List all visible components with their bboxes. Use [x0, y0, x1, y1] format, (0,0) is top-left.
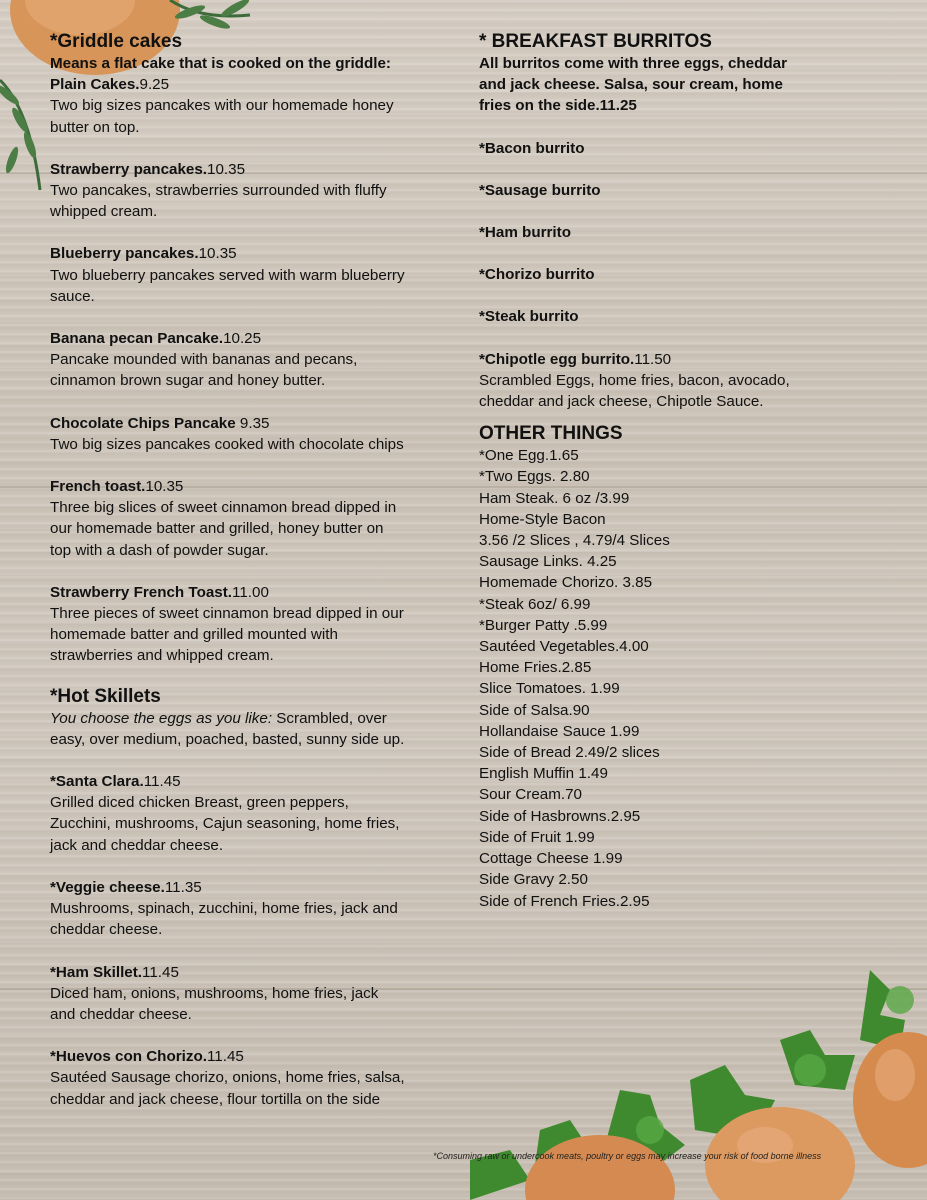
- item-name: French toast.: [50, 478, 146, 496]
- menu-item: [50, 413, 475, 455]
- item-desc: Three big slices of sweet cinnamon bread dipped in: [50, 499, 397, 517]
- item-price: 10.25: [223, 330, 262, 348]
- menu-item: [50, 771, 475, 856]
- item-name: Strawberry French Toast.: [50, 583, 233, 601]
- item-name: Strawberry pancakes.: [50, 160, 208, 178]
- list-item: Side Gravy 2.50: [479, 871, 588, 889]
- item-price: 9.35: [235, 414, 270, 432]
- menu-item: [479, 138, 899, 159]
- list-item: Side of Hasbrowns.2.95: [479, 807, 641, 825]
- other-things-list: [479, 445, 899, 911]
- other-things-title: OTHER THINGS: [479, 423, 623, 445]
- menu-item: [479, 306, 899, 327]
- footnote: *Consuming raw or undercook meats, poultry or eggs may increase your risk of food borne illness: [433, 1151, 822, 1161]
- skillets-intro: [50, 708, 475, 750]
- item-desc: cheddar and jack cheese, flour tortilla on the side: [50, 1090, 381, 1108]
- item-desc: Two pancakes, strawberries surrounded with fluffy: [50, 182, 387, 200]
- menu-item: [479, 180, 899, 201]
- intro-italic: You choose the eggs as you like:: [50, 709, 273, 727]
- menu-item: [50, 328, 475, 392]
- menu-item: [50, 243, 475, 307]
- item-desc: Diced ham, onions, mushrooms, home fries, jack: [50, 984, 379, 1002]
- list-item: English Muffin 1.49: [479, 765, 608, 783]
- item-name: Chocolate Chips Pancake: [50, 414, 236, 432]
- item-name: *Steak burrito: [479, 308, 579, 326]
- menu-item: [50, 962, 475, 1026]
- menu-item: [50, 1046, 475, 1110]
- list-item: Side of Salsa.90: [479, 701, 590, 719]
- list-item: Sautéed Vegetables.4.00: [479, 638, 649, 656]
- item-desc: Mushrooms, spinach, zucchini, home fries, jack and: [50, 900, 398, 918]
- item-desc: and cheddar cheese.: [50, 1005, 192, 1023]
- item-desc: Sautéed Sausage chorizo, onions, home fries, salsa,: [50, 1069, 405, 1087]
- item-desc: Scrambled Eggs, home fries, bacon, avocado,: [479, 371, 790, 389]
- list-item: Hollandaise Sauce 1.99: [479, 722, 640, 740]
- list-item: Side of French Fries.2.95: [479, 892, 650, 910]
- item-price: 10.35: [145, 478, 184, 496]
- item-desc: top with a dash of powder sugar.: [50, 541, 269, 559]
- item-price: 11.35: [164, 878, 202, 896]
- menu-item: [50, 159, 475, 223]
- burritos-intro: [479, 53, 899, 117]
- item-name: Plain Cakes.: [50, 76, 140, 94]
- griddle-cakes-title: *Griddle cakes: [50, 31, 183, 52]
- burritos-intro-line: and jack cheese. Salsa, sour cream, home: [479, 76, 783, 94]
- item-desc: strawberries and whipped cream.: [50, 647, 274, 665]
- list-item: *One Egg.1.65: [479, 447, 579, 465]
- item-price: 11.00: [232, 583, 269, 601]
- item-name: Banana pecan Pancake.: [50, 330, 224, 348]
- item-name: *Chorizo burrito: [479, 266, 595, 284]
- list-item: Home Fries.2.85: [479, 659, 592, 677]
- item-desc: our homemade batter and grilled, honey butter on: [50, 520, 384, 538]
- menu-item: [479, 264, 899, 285]
- item-desc: Zucchini, mushrooms, Cajun seasoning, home fries,: [50, 815, 400, 833]
- menu-item: [50, 476, 475, 561]
- item-desc: Pancake mounded with bananas and pecans,: [50, 351, 358, 369]
- item-price: 11.45: [142, 963, 179, 981]
- item-desc: sauce.: [50, 287, 95, 305]
- list-item: Sausage Links. 4.25: [479, 553, 617, 571]
- list-item: Side of Fruit 1.99: [479, 828, 595, 846]
- item-name: *Veggie cheese.: [50, 878, 165, 896]
- item-desc: cheddar and jack cheese, Chipotle Sauce.: [479, 393, 764, 411]
- item-desc: Grilled diced chicken Breast, green peppers,: [50, 794, 349, 812]
- item-name: *Santa Clara.: [50, 773, 144, 791]
- item-name: *Ham Skillet.: [50, 963, 143, 981]
- menu-item: [479, 349, 899, 413]
- burritos-intro-line: fries on the side.11.25: [479, 97, 637, 115]
- list-item: *Two Eggs. 2.80: [479, 468, 590, 486]
- item-name: *Sausage burrito: [479, 181, 601, 199]
- item-name: Blueberry pancakes.: [50, 245, 199, 263]
- item-desc: Two big sizes pancakes cooked with chocolate chips: [50, 435, 404, 453]
- item-price: 11.45: [206, 1048, 244, 1066]
- item-desc: Two big sizes pancakes with our homemade honey: [50, 97, 394, 115]
- list-item: *Steak 6oz/ 6.99: [479, 595, 591, 613]
- menu-item: [50, 877, 475, 941]
- menu-item: [50, 582, 475, 667]
- item-price: 11.45: [143, 773, 181, 791]
- item-name: *Bacon burrito: [479, 139, 585, 157]
- item-desc: jack and cheddar cheese.: [50, 836, 224, 854]
- item-desc: cinnamon brown sugar and honey butter.: [50, 372, 326, 390]
- item-name: *Huevos con Chorizo.: [50, 1048, 207, 1066]
- list-item: Home-Style Bacon: [479, 510, 606, 528]
- menu-item: [50, 74, 475, 138]
- list-item: 3.56 /2 Slices , 4.79/4 Slices: [479, 532, 670, 550]
- item-desc: whipped cream.: [50, 203, 158, 221]
- item-price: 11.50: [634, 350, 672, 368]
- right-column: [479, 30, 899, 912]
- list-item: Cottage Cheese 1.99: [479, 850, 623, 868]
- item-desc: Three pieces of sweet cinnamon bread dipped in our: [50, 605, 404, 623]
- list-item: Ham Steak. 6 oz /3.99: [479, 489, 630, 507]
- left-column: [50, 30, 475, 1131]
- list-item: Homemade Chorizo. 3.85: [479, 574, 653, 592]
- list-item: Sour Cream.70: [479, 786, 582, 804]
- item-desc: butter on top.: [50, 118, 140, 136]
- list-item: Slice Tomatoes. 1.99: [479, 680, 620, 698]
- item-name: *Ham burrito: [479, 224, 571, 242]
- list-item: Side of Bread 2.49/2 slices: [479, 744, 660, 762]
- item-price: 9.25: [139, 76, 170, 94]
- intro-line2: easy, over medium, poached, basted, sunny side up.: [50, 730, 405, 748]
- item-price: 10.35: [207, 160, 246, 178]
- breakfast-burritos-title: * BREAKFAST BURRITOS: [479, 31, 712, 52]
- item-desc: Two blueberry pancakes served with warm blueberry: [50, 266, 405, 284]
- item-price: 10.35: [198, 245, 237, 263]
- griddle-intro: Means a flat cake that is cooked on the griddle:: [50, 55, 391, 72]
- burritos-intro-line: All burritos come with three eggs, cheddar: [479, 55, 788, 72]
- menu-item: [479, 222, 899, 243]
- intro-rest: Scrambled, over: [272, 709, 387, 727]
- list-item: *Burger Patty .5.99: [479, 616, 608, 634]
- parsley-eggs-decoration: [440, 960, 927, 1200]
- item-desc: homemade batter and grilled mounted with: [50, 626, 338, 644]
- hot-skillets-title: *Hot Skillets: [50, 685, 161, 707]
- item-desc: cheddar cheese.: [50, 921, 163, 939]
- item-name: *Chipotle egg burrito.: [479, 350, 635, 368]
